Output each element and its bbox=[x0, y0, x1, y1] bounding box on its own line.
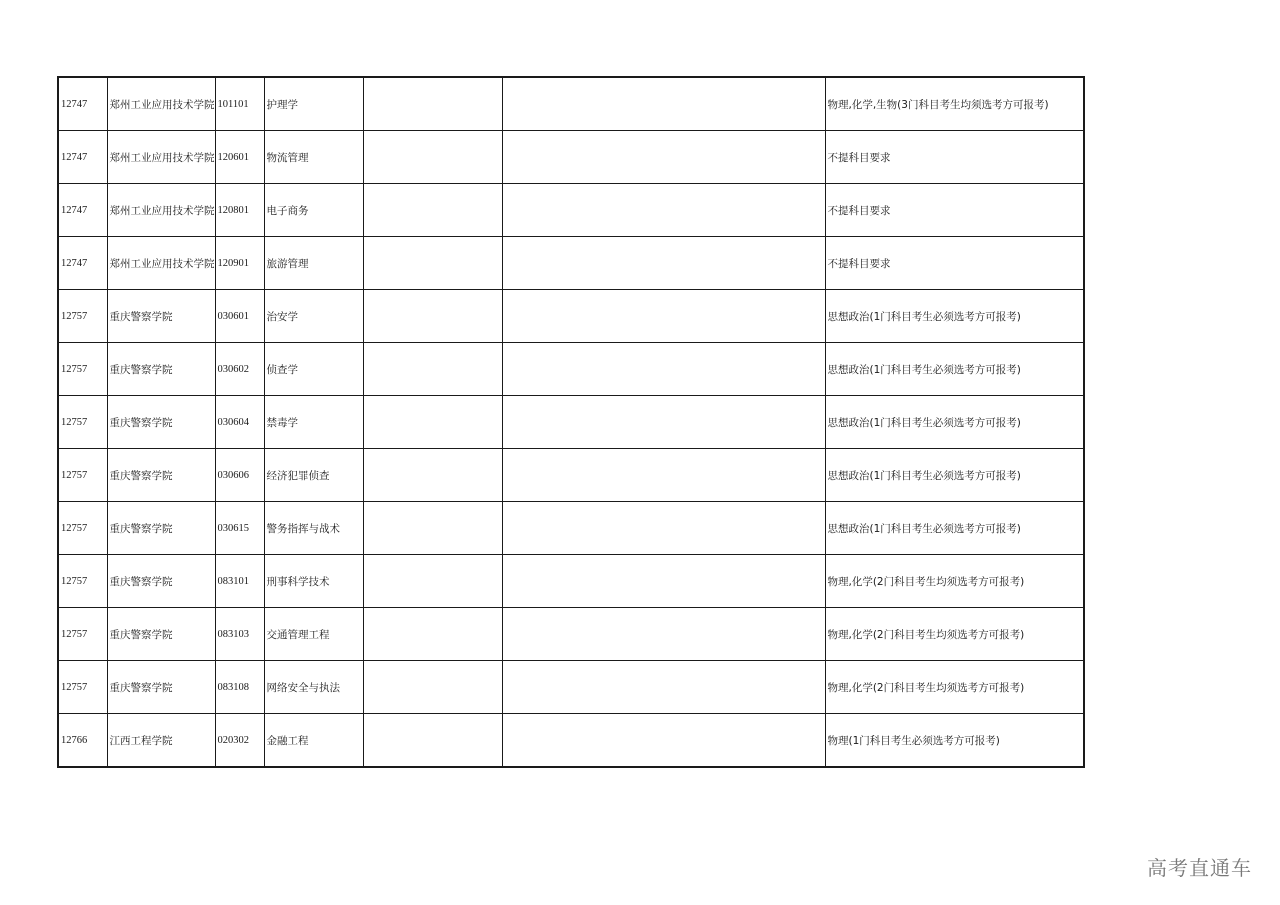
school-name-cell: 重庆警察学院 bbox=[107, 661, 215, 714]
major-name-cell: 经济犯罪侦查 bbox=[264, 449, 363, 502]
table-row bbox=[58, 77, 1084, 131]
subject-requirement-cell: 思想政治(1门科目考生必须选考方可报考) bbox=[825, 343, 1084, 396]
major-code-cell: 120901 bbox=[215, 237, 264, 290]
school-code-cell: 12757 bbox=[58, 502, 107, 555]
major-name-cell: 电子商务 bbox=[264, 184, 363, 237]
school-code-cell: 12747 bbox=[58, 77, 107, 131]
school-name-cell: 重庆警察学院 bbox=[107, 449, 215, 502]
major-code-cell: 120601 bbox=[215, 131, 264, 184]
table-row bbox=[58, 608, 1084, 661]
school-name-cell: 郑州工业应用技术学院 bbox=[107, 237, 215, 290]
subject-requirement-cell: 物理,化学(2门科目考生均须选考方可报考) bbox=[825, 608, 1084, 661]
empty-cell bbox=[363, 502, 502, 555]
empty-cell bbox=[363, 714, 502, 768]
school-name-cell: 郑州工业应用技术学院 bbox=[107, 77, 215, 131]
major-name-cell: 治安学 bbox=[264, 290, 363, 343]
major-name-cell: 刑事科学技术 bbox=[264, 555, 363, 608]
table-row bbox=[58, 449, 1084, 502]
major-code-cell: 030602 bbox=[215, 343, 264, 396]
major-name-cell: 护理学 bbox=[264, 77, 363, 131]
table-row bbox=[58, 396, 1084, 449]
subject-requirement-cell: 思想政治(1门科目考生必须选考方可报考) bbox=[825, 502, 1084, 555]
school-name-cell: 江西工程学院 bbox=[107, 714, 215, 768]
school-code-cell: 12757 bbox=[58, 608, 107, 661]
table-row bbox=[58, 661, 1084, 714]
subject-requirement-cell: 思想政治(1门科目考生必须选考方可报考) bbox=[825, 396, 1084, 449]
school-name-cell: 重庆警察学院 bbox=[107, 608, 215, 661]
subject-requirement-cell: 不提科目要求 bbox=[825, 237, 1084, 290]
subject-requirement-table bbox=[57, 76, 1085, 768]
empty-cell bbox=[502, 661, 825, 714]
empty-cell bbox=[502, 343, 825, 396]
major-code-cell: 101101 bbox=[215, 77, 264, 131]
school-code-cell: 12757 bbox=[58, 343, 107, 396]
empty-cell bbox=[363, 343, 502, 396]
major-code-cell: 020302 bbox=[215, 714, 264, 768]
empty-cell bbox=[502, 237, 825, 290]
subject-requirement-cell: 物理(1门科目考生必须选考方可报考) bbox=[825, 714, 1084, 768]
empty-cell bbox=[363, 449, 502, 502]
major-code-cell: 120801 bbox=[215, 184, 264, 237]
table-body bbox=[58, 77, 1084, 767]
major-name-cell: 交通管理工程 bbox=[264, 608, 363, 661]
empty-cell bbox=[502, 184, 825, 237]
empty-cell bbox=[502, 608, 825, 661]
empty-cell bbox=[502, 77, 825, 131]
table-row bbox=[58, 714, 1084, 768]
school-code-cell: 12757 bbox=[58, 555, 107, 608]
table-row bbox=[58, 343, 1084, 396]
empty-cell bbox=[363, 131, 502, 184]
subject-requirement-cell: 物理,化学(2门科目考生均须选考方可报考) bbox=[825, 661, 1084, 714]
subject-requirement-cell: 思想政治(1门科目考生必须选考方可报考) bbox=[825, 290, 1084, 343]
empty-cell bbox=[502, 555, 825, 608]
school-name-cell: 郑州工业应用技术学院 bbox=[107, 184, 215, 237]
empty-cell bbox=[363, 608, 502, 661]
major-name-cell: 侦查学 bbox=[264, 343, 363, 396]
subject-requirement-cell: 不提科目要求 bbox=[825, 131, 1084, 184]
major-name-cell: 禁毒学 bbox=[264, 396, 363, 449]
school-code-cell: 12766 bbox=[58, 714, 107, 768]
major-code-cell: 083103 bbox=[215, 608, 264, 661]
school-code-cell: 12757 bbox=[58, 290, 107, 343]
school-code-cell: 12747 bbox=[58, 237, 107, 290]
major-code-cell: 030601 bbox=[215, 290, 264, 343]
major-name-cell: 物流管理 bbox=[264, 131, 363, 184]
school-code-cell: 12747 bbox=[58, 184, 107, 237]
empty-cell bbox=[363, 290, 502, 343]
school-name-cell: 重庆警察学院 bbox=[107, 343, 215, 396]
table-row bbox=[58, 237, 1084, 290]
subject-requirement-cell: 不提科目要求 bbox=[825, 184, 1084, 237]
school-name-cell: 郑州工业应用技术学院 bbox=[107, 131, 215, 184]
school-name-cell: 重庆警察学院 bbox=[107, 555, 215, 608]
major-name-cell: 金融工程 bbox=[264, 714, 363, 768]
subject-requirement-cell: 思想政治(1门科目考生必须选考方可报考) bbox=[825, 449, 1084, 502]
watermark-text: 高考直通车 bbox=[1147, 856, 1252, 880]
table-row bbox=[58, 290, 1084, 343]
school-code-cell: 12757 bbox=[58, 396, 107, 449]
empty-cell bbox=[363, 237, 502, 290]
empty-cell bbox=[363, 77, 502, 131]
major-name-cell: 警务指挥与战术 bbox=[264, 502, 363, 555]
table-row bbox=[58, 184, 1084, 237]
school-name-cell: 重庆警察学院 bbox=[107, 290, 215, 343]
major-name-cell: 旅游管理 bbox=[264, 237, 363, 290]
major-code-cell: 030604 bbox=[215, 396, 264, 449]
school-code-cell: 12747 bbox=[58, 131, 107, 184]
school-code-cell: 12757 bbox=[58, 449, 107, 502]
empty-cell bbox=[502, 502, 825, 555]
empty-cell bbox=[502, 449, 825, 502]
table-row bbox=[58, 131, 1084, 184]
school-code-cell: 12757 bbox=[58, 661, 107, 714]
major-code-cell: 083108 bbox=[215, 661, 264, 714]
empty-cell bbox=[363, 661, 502, 714]
subject-requirement-cell: 物理,化学,生物(3门科目考生均须选考方可报考) bbox=[825, 77, 1084, 131]
major-name-cell: 网络安全与执法 bbox=[264, 661, 363, 714]
empty-cell bbox=[502, 714, 825, 768]
table-row bbox=[58, 502, 1084, 555]
empty-cell bbox=[502, 396, 825, 449]
table-row bbox=[58, 555, 1084, 608]
empty-cell bbox=[363, 184, 502, 237]
major-code-cell: 083101 bbox=[215, 555, 264, 608]
empty-cell bbox=[363, 396, 502, 449]
subject-requirement-cell: 物理,化学(2门科目考生均须选考方可报考) bbox=[825, 555, 1084, 608]
school-name-cell: 重庆警察学院 bbox=[107, 502, 215, 555]
school-name-cell: 重庆警察学院 bbox=[107, 396, 215, 449]
empty-cell bbox=[363, 555, 502, 608]
empty-cell bbox=[502, 290, 825, 343]
major-code-cell: 030615 bbox=[215, 502, 264, 555]
empty-cell bbox=[502, 131, 825, 184]
major-code-cell: 030606 bbox=[215, 449, 264, 502]
